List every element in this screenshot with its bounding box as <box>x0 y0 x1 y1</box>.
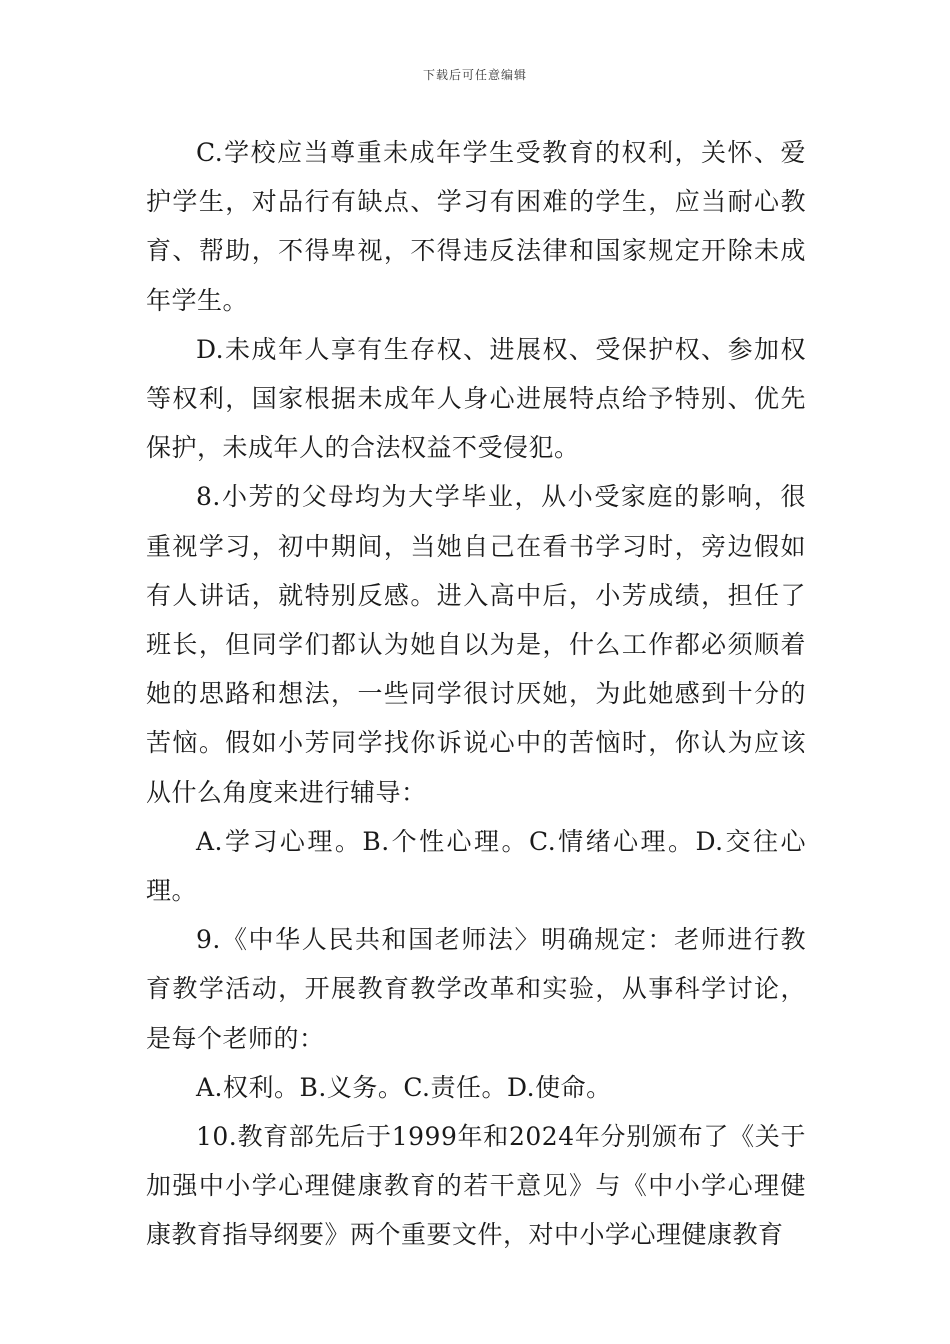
document-body <box>146 128 806 1260</box>
paragraph-option-c: C.学校应当尊重未成年学生受教育的权利，关怀、爱护学生，对品行有缺点、学习有困难的学生，应当耐心教育、帮助，不得卑视，不得违反法律和国家规定开除未成年学生。 <box>146 138 806 315</box>
paragraph-question-10: 10.教育部先后于1999年和2024年分别颁布了《关于加强中小学心理健康教育的若干意见》与《中小学心理健康教育指导纲要》两个重要文件，对中小学心理健康教育 <box>146 1122 806 1250</box>
paragraph-question-9: 9.《中华人民共和国老师法〉明确规定：老师进行教育教学活动，开展教育教学改革和实验，从事科学讨论，是每个老师的： <box>146 925 806 1053</box>
paragraph-question-8-options: A.学习心理。B.个性心理。C.情绪心理。D.交往心理。 <box>146 826 806 906</box>
paragraph-option-d: D.未成年人享有生存权、进展权、受保护权、参加权等权利，国家根据未成年人身心进展特点给予特别、优先保护，未成年人的合法权益不受侵犯。 <box>146 334 806 463</box>
paragraph-question-8: 8.小芳的父母均为大学毕业，从小受家庭的影响，很重视学习，初中期间，当她自己在看书学习时，旁边假如有人讲话，就特别反感。进入高中后，小芳成绩，担任了班长，但同学们都认为她自以为是，什么工作都必须顺着她的思路和想法，一些同学很讨厌她，为此她感到十分的苦恼。假如小芳同学找你诉说心中的苦恼时，你认为应该从什么角度来进行辅导： <box>146 482 806 807</box>
paragraph-question-9-options: A.权利。B.义务。C.责任。D.使命。 <box>196 1072 612 1102</box>
page-header: 下载后可任意编辑 <box>422 68 527 82</box>
